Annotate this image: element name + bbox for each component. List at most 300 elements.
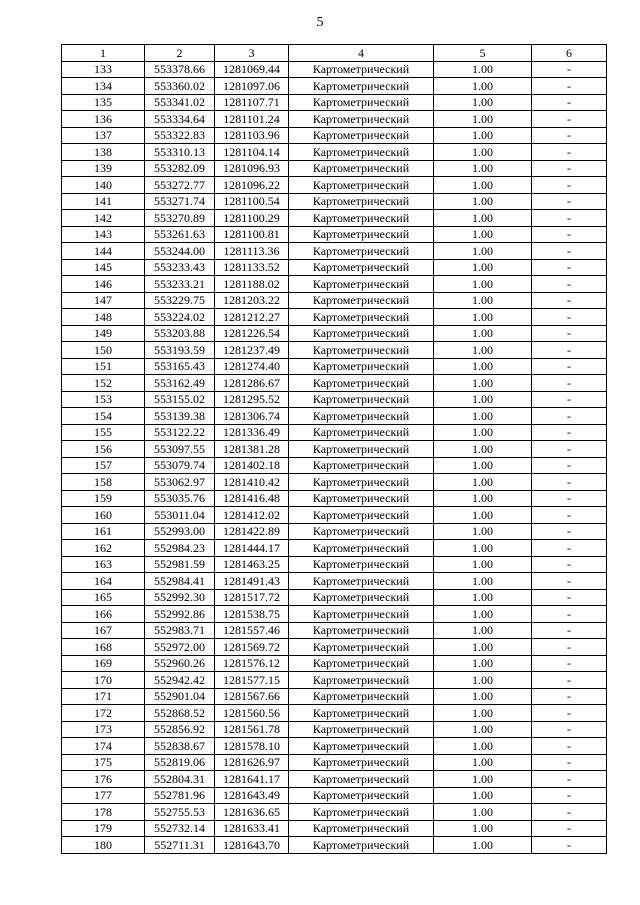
method-cell: Картометрический [289,358,434,375]
x-coordinate-cell: 553341.02 [145,94,215,111]
method-cell: Картометрический [289,61,434,78]
accuracy-cell: 1.00 [434,78,532,95]
method-cell: Картометрический [289,672,434,689]
y-coordinate-cell: 1281636.65 [215,804,289,821]
description-cell: - [532,754,607,771]
method-cell: Картометрический [289,391,434,408]
accuracy-cell: 1.00 [434,94,532,111]
y-coordinate-cell: 1281286.67 [215,375,289,392]
x-coordinate-cell: 553322.83 [145,127,215,144]
x-coordinate-cell: 552972.00 [145,639,215,656]
table-row [62,589,607,606]
table-body [62,61,607,853]
method-cell: Картометрический [289,94,434,111]
accuracy-cell: 1.00 [434,754,532,771]
x-coordinate-cell: 553310.13 [145,144,215,161]
x-coordinate-cell: 553155.02 [145,391,215,408]
description-cell: - [532,259,607,276]
point-number-cell: 156 [62,441,145,458]
description-cell: - [532,672,607,689]
description-cell: - [532,276,607,293]
description-cell: - [532,391,607,408]
point-number-cell: 161 [62,523,145,540]
point-number-cell: 150 [62,342,145,359]
table-row [62,540,607,557]
description-cell: - [532,457,607,474]
point-number-cell: 176 [62,771,145,788]
table-row [62,391,607,408]
method-cell: Картометрический [289,820,434,837]
point-number-cell: 135 [62,94,145,111]
point-number-cell: 147 [62,292,145,309]
description-cell: - [532,375,607,392]
method-cell: Картометрический [289,441,434,458]
column-header: 1 [62,45,145,62]
table-row [62,226,607,243]
x-coordinate-cell: 553378.66 [145,61,215,78]
table-row [62,754,607,771]
description-cell: - [532,837,607,854]
x-coordinate-cell: 553097.55 [145,441,215,458]
x-coordinate-cell: 552981.59 [145,556,215,573]
accuracy-cell: 1.00 [434,226,532,243]
description-cell: - [532,144,607,161]
description-cell: - [532,325,607,342]
method-cell: Картометрический [289,507,434,524]
y-coordinate-cell: 1281416.48 [215,490,289,507]
table-row [62,787,607,804]
accuracy-cell: 1.00 [434,738,532,755]
accuracy-cell: 1.00 [434,210,532,227]
method-cell: Картометрический [289,589,434,606]
description-cell: - [532,804,607,821]
accuracy-cell: 1.00 [434,771,532,788]
x-coordinate-cell: 553271.74 [145,193,215,210]
accuracy-cell: 1.00 [434,639,532,656]
y-coordinate-cell: 1281274.40 [215,358,289,375]
method-cell: Картометрический [289,721,434,738]
method-cell: Картометрический [289,144,434,161]
point-number-cell: 142 [62,210,145,227]
table-row [62,721,607,738]
description-cell: - [532,441,607,458]
y-coordinate-cell: 1281069.44 [215,61,289,78]
accuracy-cell: 1.00 [434,672,532,689]
method-cell: Картометрический [289,78,434,95]
accuracy-cell: 1.00 [434,457,532,474]
y-coordinate-cell: 1281237.49 [215,342,289,359]
accuracy-cell: 1.00 [434,342,532,359]
table-header-row [62,45,607,62]
x-coordinate-cell: 552856.92 [145,721,215,738]
x-coordinate-cell: 552838.67 [145,738,215,755]
method-cell: Картометрический [289,457,434,474]
point-number-cell: 158 [62,474,145,491]
y-coordinate-cell: 1281633.41 [215,820,289,837]
x-coordinate-cell: 552993.00 [145,523,215,540]
coordinates-table [61,44,607,854]
method-cell: Картометрический [289,606,434,623]
accuracy-cell: 1.00 [434,177,532,194]
accuracy-cell: 1.00 [434,622,532,639]
accuracy-cell: 1.00 [434,61,532,78]
x-coordinate-cell: 553122.22 [145,424,215,441]
method-cell: Картометрический [289,688,434,705]
point-number-cell: 139 [62,160,145,177]
table-row [62,94,607,111]
description-cell: - [532,408,607,425]
x-coordinate-cell: 552992.86 [145,606,215,623]
column-header: 4 [289,45,434,62]
x-coordinate-cell: 553162.49 [145,375,215,392]
table-row [62,160,607,177]
x-coordinate-cell: 553203.88 [145,325,215,342]
x-coordinate-cell: 553011.04 [145,507,215,524]
point-number-cell: 165 [62,589,145,606]
column-header: 2 [145,45,215,62]
method-cell: Картометрический [289,738,434,755]
accuracy-cell: 1.00 [434,127,532,144]
column-header: 3 [215,45,289,62]
table-row [62,127,607,144]
table-row [62,490,607,507]
method-cell: Картометрический [289,292,434,309]
point-number-cell: 179 [62,820,145,837]
x-coordinate-cell: 552983.71 [145,622,215,639]
method-cell: Картометрический [289,160,434,177]
table-row [62,243,607,260]
description-cell: - [532,721,607,738]
y-coordinate-cell: 1281626.97 [215,754,289,771]
y-coordinate-cell: 1281212.27 [215,309,289,326]
description-cell: - [532,78,607,95]
accuracy-cell: 1.00 [434,276,532,293]
table-row [62,688,607,705]
point-number-cell: 177 [62,787,145,804]
y-coordinate-cell: 1281188.02 [215,276,289,293]
table-row [62,144,607,161]
description-cell: - [532,507,607,524]
x-coordinate-cell: 553229.75 [145,292,215,309]
table-row [62,375,607,392]
table-row [62,309,607,326]
method-cell: Картометрический [289,837,434,854]
y-coordinate-cell: 1281569.72 [215,639,289,656]
y-coordinate-cell: 1281412.02 [215,507,289,524]
point-number-cell: 162 [62,540,145,557]
y-coordinate-cell: 1281226.54 [215,325,289,342]
y-coordinate-cell: 1281336.49 [215,424,289,441]
x-coordinate-cell: 553360.02 [145,78,215,95]
accuracy-cell: 1.00 [434,144,532,161]
x-coordinate-cell: 553334.64 [145,111,215,128]
description-cell: - [532,589,607,606]
point-number-cell: 164 [62,573,145,590]
table-row [62,771,607,788]
x-coordinate-cell: 553079.74 [145,457,215,474]
column-header: 6 [532,45,607,62]
accuracy-cell: 1.00 [434,111,532,128]
table-row [62,259,607,276]
y-coordinate-cell: 1281101.24 [215,111,289,128]
table-row [62,507,607,524]
table-row [62,342,607,359]
y-coordinate-cell: 1281096.93 [215,160,289,177]
point-number-cell: 169 [62,655,145,672]
method-cell: Картометрический [289,111,434,128]
description-cell: - [532,127,607,144]
point-number-cell: 172 [62,705,145,722]
y-coordinate-cell: 1281560.56 [215,705,289,722]
table-row [62,111,607,128]
method-cell: Картометрический [289,408,434,425]
x-coordinate-cell: 553165.43 [145,358,215,375]
y-coordinate-cell: 1281096.22 [215,177,289,194]
y-coordinate-cell: 1281410.42 [215,474,289,491]
point-number-cell: 178 [62,804,145,821]
method-cell: Картометрический [289,490,434,507]
y-coordinate-cell: 1281100.29 [215,210,289,227]
point-number-cell: 133 [62,61,145,78]
accuracy-cell: 1.00 [434,837,532,854]
description-cell: - [532,358,607,375]
point-number-cell: 175 [62,754,145,771]
accuracy-cell: 1.00 [434,243,532,260]
x-coordinate-cell: 553261.63 [145,226,215,243]
description-cell: - [532,655,607,672]
x-coordinate-cell: 552984.41 [145,573,215,590]
accuracy-cell: 1.00 [434,424,532,441]
x-coordinate-cell: 553233.21 [145,276,215,293]
method-cell: Картометрический [289,573,434,590]
point-number-cell: 174 [62,738,145,755]
x-coordinate-cell: 552960.26 [145,655,215,672]
x-coordinate-cell: 552804.31 [145,771,215,788]
table-row [62,292,607,309]
method-cell: Картометрический [289,556,434,573]
x-coordinate-cell: 552711.31 [145,837,215,854]
method-cell: Картометрический [289,424,434,441]
method-cell: Картометрический [289,243,434,260]
y-coordinate-cell: 1281402.18 [215,457,289,474]
point-number-cell: 141 [62,193,145,210]
y-coordinate-cell: 1281557.46 [215,622,289,639]
method-cell: Картометрический [289,193,434,210]
point-number-cell: 140 [62,177,145,194]
method-cell: Картометрический [289,787,434,804]
y-coordinate-cell: 1281113.36 [215,243,289,260]
accuracy-cell: 1.00 [434,589,532,606]
table-row [62,193,607,210]
accuracy-cell: 1.00 [434,259,532,276]
point-number-cell: 146 [62,276,145,293]
description-cell: - [532,639,607,656]
description-cell: - [532,573,607,590]
x-coordinate-cell: 552819.06 [145,754,215,771]
description-cell: - [532,309,607,326]
y-coordinate-cell: 1281561.78 [215,721,289,738]
description-cell: - [532,210,607,227]
x-coordinate-cell: 552901.04 [145,688,215,705]
method-cell: Картометрический [289,375,434,392]
y-coordinate-cell: 1281463.25 [215,556,289,573]
method-cell: Картометрический [289,523,434,540]
description-cell: - [532,688,607,705]
point-number-cell: 151 [62,358,145,375]
method-cell: Картометрический [289,622,434,639]
accuracy-cell: 1.00 [434,606,532,623]
table-row [62,705,607,722]
x-coordinate-cell: 553233.43 [145,259,215,276]
point-number-cell: 138 [62,144,145,161]
point-number-cell: 152 [62,375,145,392]
table-row [62,408,607,425]
y-coordinate-cell: 1281097.06 [215,78,289,95]
description-cell: - [532,177,607,194]
table-row [62,672,607,689]
point-number-cell: 153 [62,391,145,408]
y-coordinate-cell: 1281422.89 [215,523,289,540]
point-number-cell: 171 [62,688,145,705]
accuracy-cell: 1.00 [434,375,532,392]
point-number-cell: 144 [62,243,145,260]
method-cell: Картометрический [289,177,434,194]
table-row [62,325,607,342]
table-row [62,523,607,540]
description-cell: - [532,292,607,309]
table-row [62,457,607,474]
accuracy-cell: 1.00 [434,325,532,342]
table-row [62,573,607,590]
y-coordinate-cell: 1281203.22 [215,292,289,309]
x-coordinate-cell: 552755.53 [145,804,215,821]
table-row [62,61,607,78]
method-cell: Картометрический [289,655,434,672]
description-cell: - [532,474,607,491]
method-cell: Картометрический [289,342,434,359]
table-row [62,358,607,375]
table-row [62,78,607,95]
y-coordinate-cell: 1281381.28 [215,441,289,458]
method-cell: Картометрический [289,309,434,326]
point-number-cell: 170 [62,672,145,689]
x-coordinate-cell: 552868.52 [145,705,215,722]
description-cell: - [532,738,607,755]
y-coordinate-cell: 1281104.14 [215,144,289,161]
table-row [62,276,607,293]
point-number-cell: 143 [62,226,145,243]
point-number-cell: 167 [62,622,145,639]
table-row [62,655,607,672]
table-row [62,820,607,837]
method-cell: Картометрический [289,754,434,771]
description-cell: - [532,424,607,441]
method-cell: Картометрический [289,639,434,656]
description-cell: - [532,556,607,573]
accuracy-cell: 1.00 [434,160,532,177]
point-number-cell: 168 [62,639,145,656]
y-coordinate-cell: 1281576.12 [215,655,289,672]
x-coordinate-cell: 553062.97 [145,474,215,491]
accuracy-cell: 1.00 [434,540,532,557]
point-number-cell: 149 [62,325,145,342]
accuracy-cell: 1.00 [434,655,532,672]
accuracy-cell: 1.00 [434,523,532,540]
method-cell: Картометрический [289,771,434,788]
x-coordinate-cell: 552781.96 [145,787,215,804]
x-coordinate-cell: 553272.77 [145,177,215,194]
table-row [62,837,607,854]
description-cell: - [532,342,607,359]
x-coordinate-cell: 552984.23 [145,540,215,557]
point-number-cell: 159 [62,490,145,507]
accuracy-cell: 1.00 [434,490,532,507]
y-coordinate-cell: 1281643.49 [215,787,289,804]
description-cell: - [532,705,607,722]
y-coordinate-cell: 1281107.71 [215,94,289,111]
accuracy-cell: 1.00 [434,441,532,458]
table-row [62,639,607,656]
table-row [62,210,607,227]
accuracy-cell: 1.00 [434,358,532,375]
method-cell: Картометрический [289,804,434,821]
y-coordinate-cell: 1281133.52 [215,259,289,276]
y-coordinate-cell: 1281538.75 [215,606,289,623]
accuracy-cell: 1.00 [434,292,532,309]
description-cell: - [532,523,607,540]
y-coordinate-cell: 1281517.72 [215,589,289,606]
point-number-cell: 136 [62,111,145,128]
x-coordinate-cell: 553035.76 [145,490,215,507]
y-coordinate-cell: 1281100.54 [215,193,289,210]
description-cell: - [532,540,607,557]
accuracy-cell: 1.00 [434,787,532,804]
description-cell: - [532,94,607,111]
method-cell: Картометрический [289,276,434,293]
x-coordinate-cell: 553244.00 [145,243,215,260]
method-cell: Картометрический [289,259,434,276]
method-cell: Картометрический [289,325,434,342]
accuracy-cell: 1.00 [434,688,532,705]
description-cell: - [532,771,607,788]
point-number-cell: 137 [62,127,145,144]
accuracy-cell: 1.00 [434,804,532,821]
point-number-cell: 145 [62,259,145,276]
accuracy-cell: 1.00 [434,556,532,573]
table-row [62,177,607,194]
x-coordinate-cell: 553193.59 [145,342,215,359]
description-cell: - [532,787,607,804]
page-number: 5 [316,15,324,30]
table-row [62,424,607,441]
point-number-cell: 157 [62,457,145,474]
accuracy-cell: 1.00 [434,391,532,408]
method-cell: Картометрический [289,474,434,491]
y-coordinate-cell: 1281577.15 [215,672,289,689]
description-cell: - [532,606,607,623]
y-coordinate-cell: 1281641.17 [215,771,289,788]
description-cell: - [532,160,607,177]
y-coordinate-cell: 1281491.43 [215,573,289,590]
point-number-cell: 163 [62,556,145,573]
method-cell: Картометрический [289,705,434,722]
table-row [62,738,607,755]
description-cell: - [532,226,607,243]
x-coordinate-cell: 553270.89 [145,210,215,227]
point-number-cell: 154 [62,408,145,425]
accuracy-cell: 1.00 [434,721,532,738]
y-coordinate-cell: 1281100.81 [215,226,289,243]
